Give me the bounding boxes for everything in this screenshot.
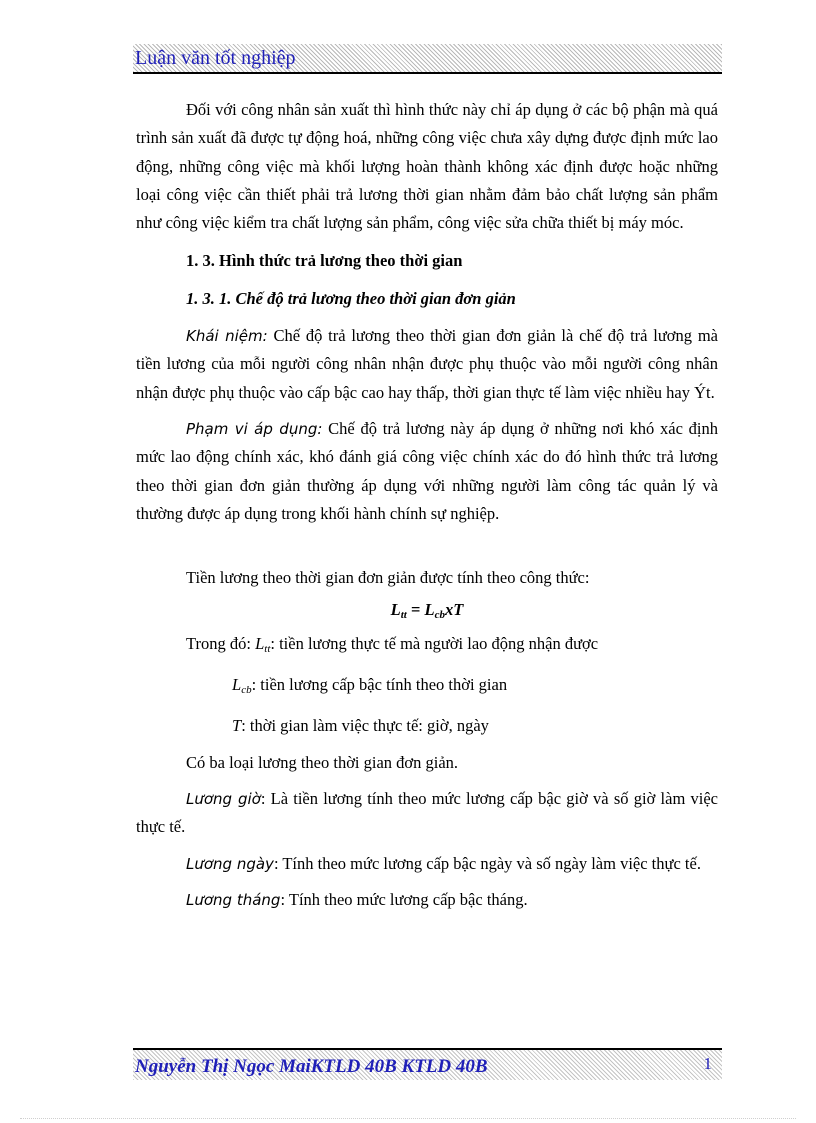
page-footer xyxy=(133,1048,722,1080)
term-hourly: Lương giờ xyxy=(186,789,261,808)
page-number: 1 xyxy=(703,1054,712,1073)
formula-eq: = xyxy=(406,600,425,620)
document-body xyxy=(136,96,718,914)
paragraph-formula-intro: Tiền lương theo thời gian đơn giản được tính theo công thức: xyxy=(186,568,590,588)
daily-text: : Tính theo mức lương cấp bậc ngày và số ngày làm việc thực tế. xyxy=(273,853,701,873)
paragraph-hourly xyxy=(136,785,718,842)
formula-L: L xyxy=(390,600,401,620)
subsection-heading: 1. 3. 1. Chế độ trả lương theo thời gian đơn giản xyxy=(186,288,516,308)
paragraph-daily xyxy=(136,850,718,878)
paragraph-scope xyxy=(136,415,718,528)
term-daily: Lương ngày xyxy=(186,854,274,873)
def-cb-text: : tiền lương cấp bậc tính theo thời gian xyxy=(251,675,508,695)
paragraph-intro: Đối với công nhân sản xuất thì hình thức này chỉ áp dụng ở các bộ phận mà quá trình sản xuất đã được tự động hoá, những công việc chưa xây dựng được định mức lao động, những công việc mà khối lượng hoàn thành không xác định được hoặc những loại công việc cần thiết phải trả lương thời gian nhằm đảm bảo chất lượng sản phẩm như công việc kiểm tra chất lượng sản phẩm, công việc sửa chữa thiết bị máy móc. xyxy=(136,100,718,233)
hourly-text: : Là tiền lương tính theo mức lương cấp bậc giờ và số giờ làm việc thực tế. xyxy=(136,788,718,837)
formula xyxy=(136,596,718,629)
where-line xyxy=(186,630,718,663)
monthly-text: : Tính theo mức lương cấp bậc tháng. xyxy=(280,889,528,909)
definition-Lcb xyxy=(232,671,718,704)
def-L: L xyxy=(232,675,242,695)
where-L: L xyxy=(255,633,265,653)
where-sub-tt: tt xyxy=(264,642,271,655)
formula-xT: xT xyxy=(445,600,464,620)
paragraph-types: Có ba loại lương theo thời gian đơn giản. xyxy=(186,752,459,772)
term-scope: Phạm vi áp dụng: xyxy=(186,419,323,438)
term-monthly: Lương tháng xyxy=(186,890,281,909)
term-definition: Khái niệm: xyxy=(186,327,268,346)
definition-T xyxy=(232,712,718,740)
formula-sub-cb: cb xyxy=(434,609,445,622)
where-text: : tiền lương thực tế mà người lao động nhận được xyxy=(270,633,599,653)
def-T-text: : thời gian làm việc thực tế: giờ, ngày xyxy=(241,716,489,736)
def-sub-cb: cb xyxy=(241,684,252,697)
definition-text: Chế độ trả lương theo thời gian đơn giản là chế độ trả lương mà tiền lương của mỗi người công nhân nhận được phụ thuộc vào mỗi người công nhân nhận được phụ thuộc vào cấp bậc cao hay thấp, thời gian thực tế làm việc nhiều hay Ýt. xyxy=(136,326,718,402)
where-label: Trong đó: xyxy=(186,633,256,653)
page-edge-divider xyxy=(20,1118,796,1119)
formula-L2: L xyxy=(424,600,435,620)
footer-author: Nguyễn Thị Ngọc MaiKTLD 40B KTLD 40B xyxy=(135,1056,488,1077)
scope-text: Chế độ trả lương này áp dụng ở những nơi khó xác định mức lao động chính xác, khó đánh giá công việc chính xác do đó hình thức trả lương theo thời gian đơn giản thường áp dụng với những người làm công tác quản lý và thường được áp dụng trong khối hành chính sự nghiệp. xyxy=(136,418,718,523)
page-header xyxy=(133,44,722,74)
paragraph-definition xyxy=(136,322,718,407)
formula-sub-tt: tt xyxy=(400,609,407,622)
def-T: T xyxy=(232,716,242,736)
paragraph-monthly xyxy=(136,886,718,914)
header-title: Luận văn tốt nghiệp xyxy=(135,47,296,69)
section-heading: 1. 3. Hình thức trả lương theo thời gian xyxy=(186,251,463,271)
